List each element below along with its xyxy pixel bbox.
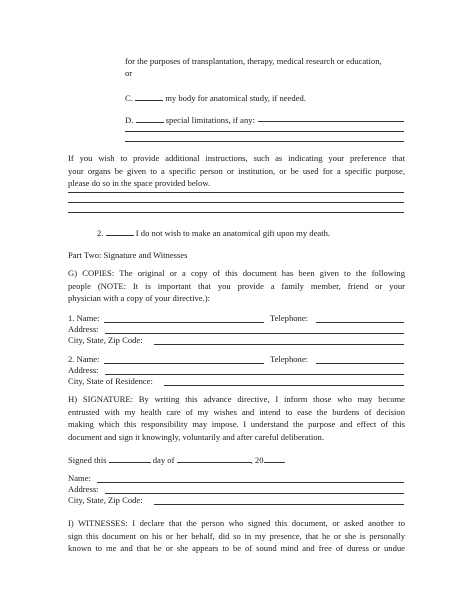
- person2-city-field[interactable]: [164, 385, 404, 386]
- signed-period: .: [283, 455, 286, 465]
- instructions-line-1: If you wish to provide additional instructions, such as indicating your preference that: [68, 153, 405, 163]
- person2-address-field[interactable]: [105, 374, 404, 375]
- instructions-line-3: please do so in the space provided below.: [68, 178, 211, 188]
- year-prefix-label: , 20: [250, 455, 264, 465]
- option-d-limitations-line-1[interactable]: [258, 121, 404, 122]
- signed-this-label: Signed this: [68, 455, 107, 465]
- option-d-limitations-line-2[interactable]: [125, 131, 404, 132]
- part-two-heading: Part Two: Signature and Witnesses: [68, 250, 188, 260]
- intro-line-1: for the purposes of transplantation, therapy, medical research or education,: [125, 56, 382, 66]
- option-d: [125, 113, 255, 126]
- signed-date-line: [68, 453, 286, 466]
- signature-paragraph: [68, 393, 405, 443]
- witnesses-line-2: sign this document on his or her behalf, did so in my presence, that he or she is personally: [68, 530, 405, 541]
- witnesses-line-3: known to me and that he or she appears to be of sound mind and free of duress or undue: [68, 543, 405, 553]
- intro-line-2: or: [125, 68, 133, 78]
- person1-name-label: 1. Name:: [68, 313, 100, 323]
- instructions-paragraph: [68, 152, 405, 190]
- signer-address-label: Address:: [68, 484, 99, 494]
- signed-year-field[interactable]: [264, 453, 284, 463]
- person1-city-label: City, State, Zip Code:: [68, 335, 143, 345]
- signed-month-field[interactable]: [177, 453, 251, 463]
- option-d-text: special limitations, if any:: [165, 115, 255, 125]
- copies-line-1: G) COPIES: The original or a copy of this document has been given to the following: [68, 268, 405, 278]
- signer-address-field[interactable]: [105, 493, 404, 494]
- person1-address-field[interactable]: [105, 333, 404, 334]
- option-c: [125, 91, 306, 104]
- person1-telephone-field[interactable]: [316, 322, 404, 323]
- signer-name-label: Name:: [68, 473, 91, 483]
- signature-line-1: H) SIGNATURE: By writing this advance directive, I inform those who may become: [68, 394, 405, 404]
- copies-line-3: physician with a copy of your directive.):: [68, 293, 210, 303]
- copies-line-2: people (NOTE: It is important that you provide a family member, friend or your: [68, 280, 405, 291]
- instructions-line-field-3[interactable]: [68, 212, 404, 213]
- instructions-line-2: your organs be given to a specific person or institution, or be used for a specific purpose,: [68, 165, 405, 176]
- option-d-label: D.: [125, 115, 134, 125]
- signature-line-4: document and sign it knowingly, voluntarily and after careful deliberation.: [68, 431, 324, 442]
- option-2-blank[interactable]: [106, 226, 134, 236]
- person2-address-label: Address:: [68, 365, 99, 375]
- signed-day-field[interactable]: [109, 453, 151, 463]
- option-c-blank[interactable]: [135, 91, 163, 101]
- option-2-label: 2.: [97, 228, 104, 238]
- copies-paragraph: [68, 267, 405, 305]
- option-2-text: I do not wish to make an anatomical gift upon my death.: [135, 228, 331, 238]
- person1-address-label: Address:: [68, 324, 99, 334]
- person2-name-field[interactable]: [104, 363, 264, 364]
- option-d-limitations-line-3[interactable]: [125, 141, 404, 142]
- signer-city-label: City, State, Zip Code:: [68, 495, 143, 505]
- signature-line-3: making which this responsibility may impose. I understand the purpose and effect of this: [68, 419, 405, 429]
- signature-line-2: entrusted with my health care of my wishes and intend to ease the burdens of decision: [68, 406, 405, 417]
- signer-name-field[interactable]: [97, 482, 404, 483]
- person2-city-label: City, State of Residence:: [68, 376, 153, 386]
- option-c-label: C.: [125, 93, 133, 103]
- witnesses-paragraph: [68, 517, 405, 555]
- instructions-line-field-1[interactable]: [68, 192, 404, 193]
- option-d-blank[interactable]: [136, 113, 164, 123]
- day-of-label: day of: [152, 455, 175, 465]
- option-2: [97, 226, 330, 239]
- signer-city-field[interactable]: [154, 504, 404, 505]
- person1-telephone-label: Telephone:: [270, 313, 309, 323]
- instructions-line-field-2[interactable]: [68, 202, 404, 203]
- person2-telephone-field[interactable]: [316, 363, 404, 364]
- person1-city-field[interactable]: [154, 344, 404, 345]
- option-c-text: my body for anatomical study, if needed.: [165, 93, 306, 103]
- person1-name-field[interactable]: [104, 322, 264, 323]
- witnesses-line-1: I) WITNESSES: I declare that the person who signed this document, or asked another to: [68, 518, 405, 528]
- person2-name-label: 2. Name:: [68, 354, 100, 364]
- person2-telephone-label: Telephone:: [270, 354, 309, 364]
